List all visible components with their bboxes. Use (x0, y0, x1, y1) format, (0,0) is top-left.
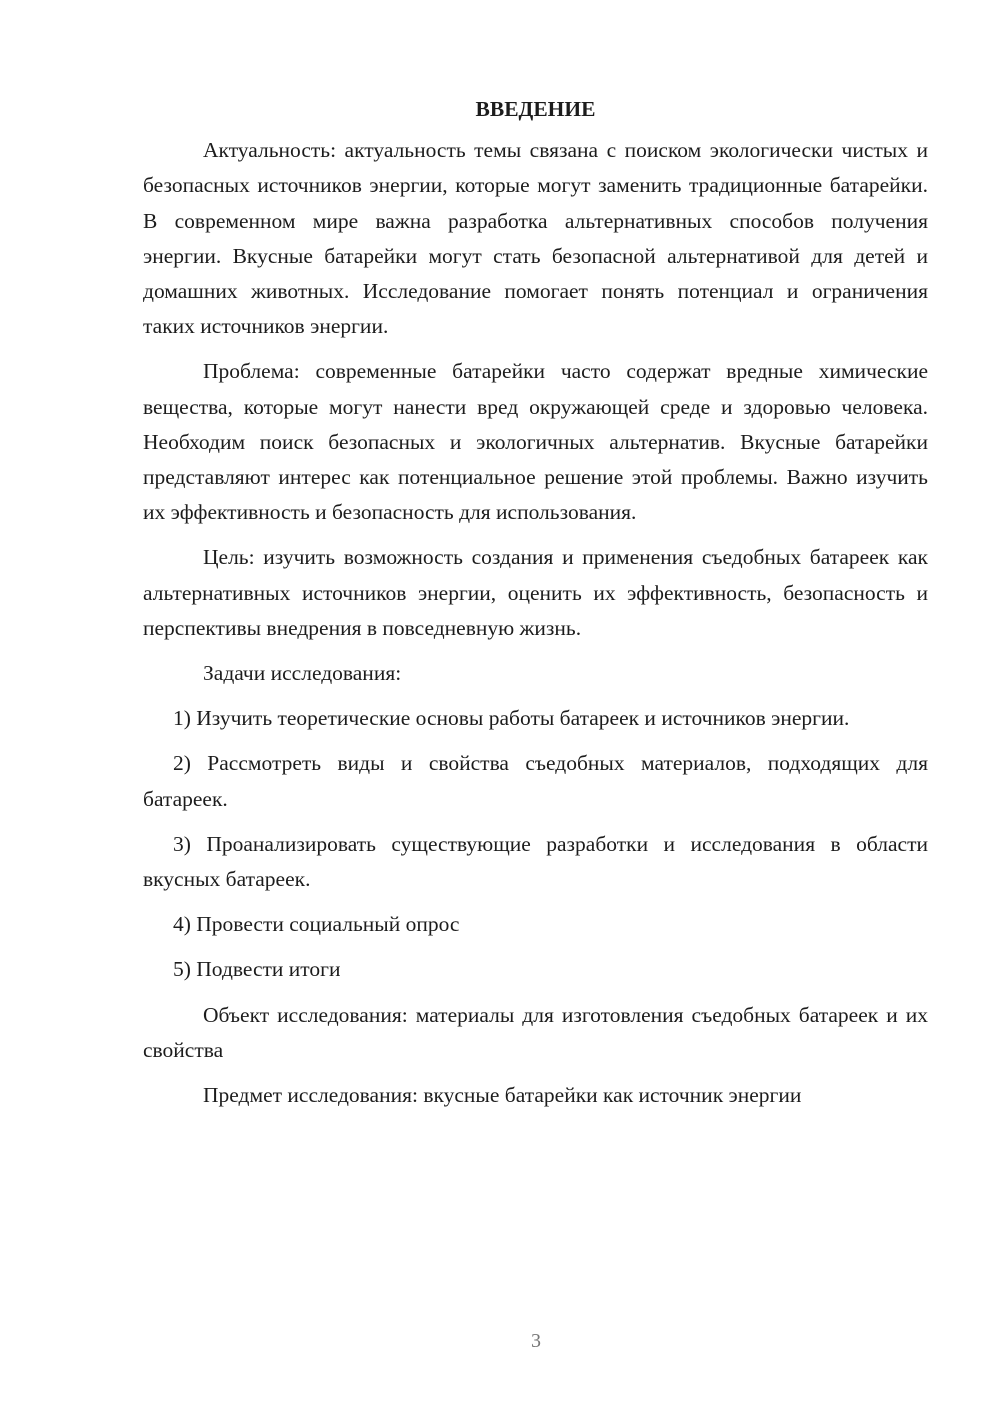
object-paragraph: Объект исследования: материалы для изготовления съедобных батареек и их свойства (143, 1002, 928, 1062)
section-heading: ВВЕДЕНИЕ (475, 97, 596, 121)
task-item-3: 3) Проанализировать существующие разработки и исследования в области вкусных батареек. (143, 831, 928, 892)
goal-paragraph: Цель: изучить возможность создания и применения съедобных батареек как альтернативных источников энергии, оценить их эффективность, безопасность и перспективы внедрения в повседневную жизнь. (143, 545, 928, 640)
relevance-paragraph: Актуальность: актуальность темы связана с поиском экологически чистых и безопасных источников энергии, которые могут заменить традиционные батарейки. В современном мире важна разработка альтернативных способов получения энергии. Вкусные батарейки могут стать безопасной альтернативой для детей и домашних животных. Исследование помогает понять потенциал и ограничения таких источников энергии. (143, 138, 928, 339)
page-content (143, 92, 928, 1123)
task-item-2: 2) Рассмотреть виды и свойства съедобных материалов, подходящих для батареек. (143, 751, 928, 811)
task-item-1: 1) Изучить теоретические основы работы батареек и источников энергии. (173, 706, 850, 731)
page-number: 3 (531, 1330, 541, 1352)
task-item-4: 4) Провести социальный опрос (173, 912, 460, 937)
tasks-title: Задачи исследования: (203, 661, 402, 686)
subject-paragraph: Предмет исследования: вкусные батарейки как источник энергии (203, 1083, 802, 1108)
task-item-5: 5) Подвести итоги (173, 957, 341, 982)
problem-paragraph: Проблема: современные батарейки часто содержат вредные химические вещества, которые могут нанести вред окружающей среде и здоровью человека. Необходим поиск безопасных и экологичных альтернатив. Вкусные батарейки представляют интерес как потенциальное решение этой проблемы. Важно изучить их эффективность и безопасность для использования. (143, 359, 928, 525)
